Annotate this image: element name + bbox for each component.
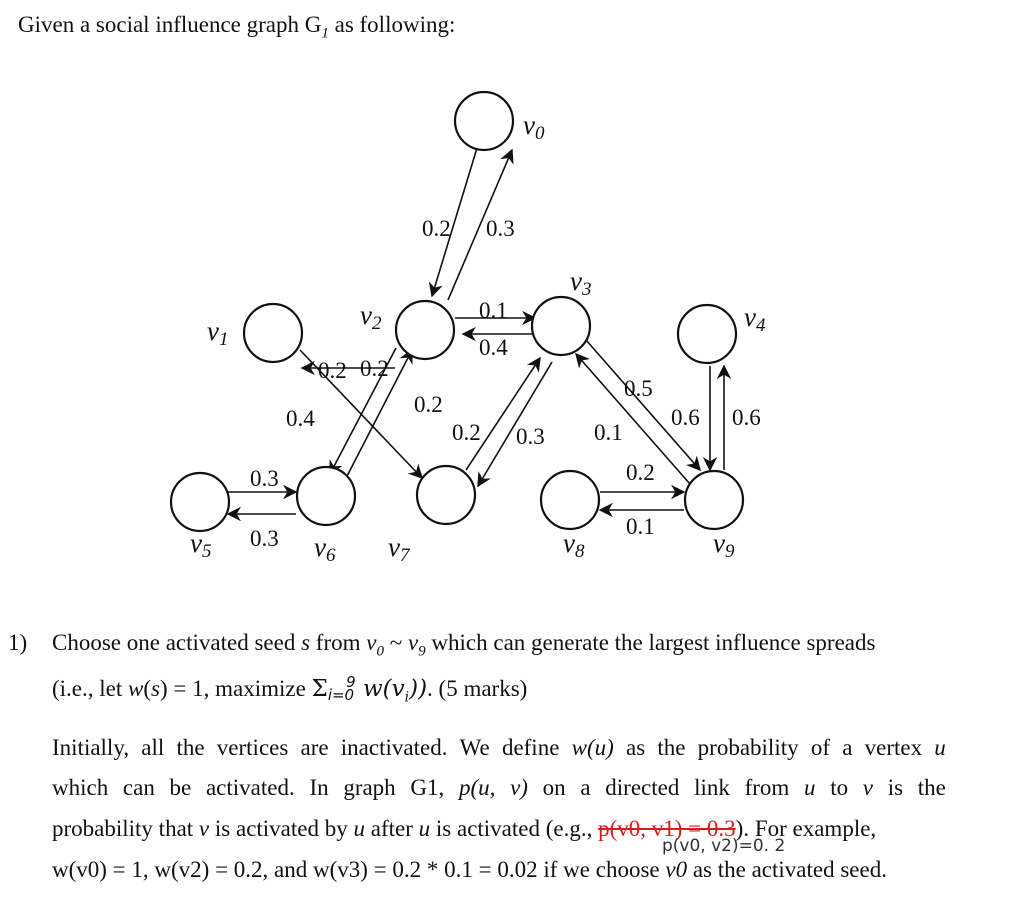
paragraph-word: activated. (205, 775, 295, 800)
weight-v9-v8: 0.1 (626, 514, 655, 539)
label-v2: v2 (360, 300, 382, 334)
label-v5: v5 (190, 528, 212, 562)
weight-v2-v0: 0.3 (486, 216, 515, 241)
paragraph-word: probability (697, 735, 799, 760)
node-v9 (685, 471, 743, 529)
node-v8 (541, 471, 599, 529)
paragraph-word: the (657, 735, 686, 760)
weight-v3-v2: 0.4 (479, 335, 508, 360)
label-v7: v7 (388, 532, 410, 566)
question-number: 1) (8, 630, 28, 655)
struck-example: p(v0, v1) = 0.3 (598, 816, 736, 841)
paragraph-word: v) (510, 775, 528, 800)
node-v4 (678, 305, 736, 363)
weight-v6-v5: 0.3 (250, 526, 279, 551)
paragraph-word: to (830, 775, 849, 800)
paragraph-word: v (862, 775, 873, 800)
label-v0: v0 (523, 110, 545, 144)
question-line-1: Choose one activated seed s from $v_0$ ~ $v_9$ which can generate the largest influence spreads (52, 630, 876, 660)
paragraph-word: be (169, 775, 192, 800)
weight-v1-v7: 0.4 (286, 406, 315, 431)
weight-v3-v7: 0.3 (516, 424, 545, 449)
weight-v2-v6: 0.2 (360, 356, 389, 381)
paragraph-word: a (580, 775, 591, 800)
node-v1 (244, 304, 302, 362)
node-v0 (455, 92, 513, 150)
paragraph-word: as (625, 735, 646, 760)
paragraph-line-2 (52, 775, 946, 801)
sum-expression: $\Sigma i=0^9$ $w(v_i)$) (311, 673, 428, 706)
paragraph-line-1 (52, 735, 946, 761)
label-v9: v9 (713, 528, 735, 562)
paragraph-word: u (803, 775, 816, 800)
weight-v8-v9: 0.2 (626, 460, 655, 485)
node-v6 (297, 467, 355, 525)
label-v8: v8 (563, 528, 585, 562)
paragraph-word: are (300, 735, 329, 760)
weight-v3-v9: 0.5 (624, 376, 653, 401)
node-v5 (171, 473, 229, 531)
weight-v9-v3: 0.1 (594, 420, 623, 445)
paragraph-word: all (141, 735, 165, 760)
weight-v4-v9: 0.6 (671, 405, 700, 430)
paragraph-word: u (934, 735, 946, 760)
paragraph-word: define (501, 735, 560, 760)
paragraph-word: link (694, 775, 730, 800)
paragraph-word: We (459, 735, 490, 760)
weight-v7-v3: 0.2 (452, 420, 481, 445)
paragraph-word: which (52, 775, 109, 800)
paragraph-word: from (744, 775, 790, 800)
weight-v2-v3: 0.1 (479, 298, 508, 323)
paragraph-word: w(u) (571, 735, 614, 760)
label-v6: v6 (314, 532, 336, 566)
label-v1: v1 (207, 316, 229, 350)
paragraph-word: vertices (216, 735, 289, 760)
paragraph-word: the (917, 775, 946, 800)
paragraph-line-3: probability that v is activated by u after u is activated (e.g., p(v0, v1) = 0.3). For example, (52, 816, 877, 841)
label-v3: v3 (570, 266, 592, 300)
paragraph-word: a (842, 735, 853, 760)
handwritten-correction: p(v0, v2)=0. 2 (662, 836, 786, 856)
weight-v2-down: 0.2 (414, 392, 443, 417)
node-v7 (417, 466, 475, 524)
paragraph-word: of (810, 735, 830, 760)
weight-v0-v2: 0.2 (422, 216, 451, 241)
paragraph-word: vertex (864, 735, 923, 760)
node-v3 (532, 297, 590, 355)
paragraph-word: Initially, (52, 735, 130, 760)
weight-v9-v4: 0.6 (732, 405, 761, 430)
paragraph-word: can (122, 775, 155, 800)
paragraph-word: on (542, 775, 566, 800)
paragraph-word: directed (605, 775, 680, 800)
question-line-2: (i.e., let w(s) = 1, maximize $\Sigma i=0^9$ $w(v_i)$). (5 marks) (52, 673, 528, 706)
edge-v7-v3 (466, 358, 540, 470)
paragraph-word: G1, (410, 775, 445, 800)
paragraph-word: inactivated. (340, 735, 448, 760)
paragraph-word: is (887, 775, 904, 800)
label-v4: v4 (744, 302, 766, 336)
paragraph-word: In (309, 775, 329, 800)
weight-v6-v2: 0.2 (318, 358, 347, 383)
node-v2 (396, 301, 454, 359)
paragraph-word: graph (343, 775, 396, 800)
paragraph-word: p(u, (458, 775, 496, 800)
paragraph-line-4: w(v0) = 1, w(v2) = 0.2, and w(v3) = 0.2 * 0.1 = 0.02 if we choose v0 as the activated seed. (52, 857, 887, 882)
intro-text: Given a social influence graph $G_1$ as following: (18, 12, 456, 42)
paragraph-word: the (176, 735, 205, 760)
weight-v5-v6: 0.3 (250, 466, 279, 491)
